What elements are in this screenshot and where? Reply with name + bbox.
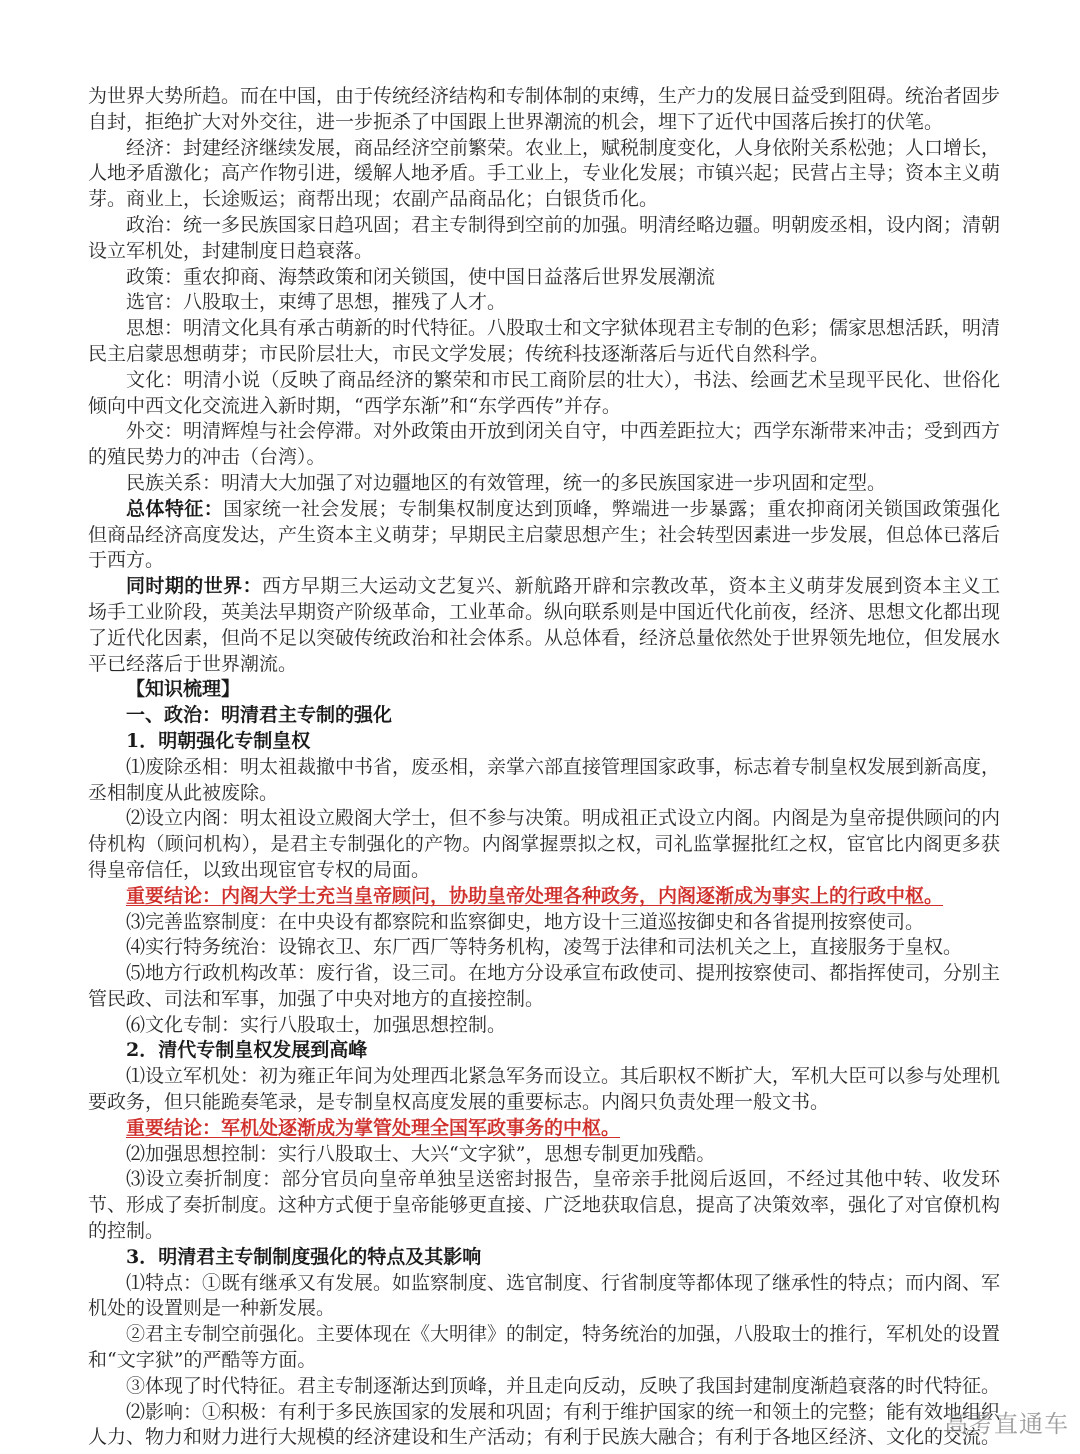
paragraph-text: ②君主专制空前强化。主要体现在《大明律》的制定，特务统治的加强，八股取士的推行，军机处的设置和“文字狱”的严酷等方面。 [88,1323,1001,1372]
paragraph [88,497,1000,574]
paragraph-text: ⑶设立奏折制度：部分官员向皇帝单独呈送密封报告，皇帝亲手批阅后返回，不经过其他中转、收发环节、形成了奏折制度。这种方式便于皇帝能够更直接、广泛地获取信息，提高了决策效率，强化了对官僚机构的控制。 [88,1168,1001,1243]
paragraph-text: 2．清代专制皇权发展到高峰 [126,1039,368,1062]
paragraph-text: 3．明清君主专制制度强化的特点及其影响 [126,1245,482,1268]
paragraph-text: 选官：八股取士，束缚了思想，摧残了人才。 [126,291,507,314]
paragraph [88,1271,1000,1323]
paragraph-text: ⑷实行特务统治：设锦衣卫、东厂西厂等特务机构，凌驾于法律和司法机关之上，直接服务于皇权。 [126,936,963,959]
paragraph [88,1374,1000,1400]
paragraph [88,290,1000,316]
paragraph-text: 外交：明清辉煌与社会停滞。对外政策由开放到闭关自守，中西差距拉大；西学东渐带来冲击；受到西方的殖民势力的冲击（台湾）。 [88,420,1001,469]
section-heading [88,1038,1000,1064]
paragraph [88,136,1000,213]
section-heading [88,1245,1000,1271]
paragraph-text: ⑹文化专制：实行八股取士，加强思想控制。 [126,1013,507,1036]
section-heading [88,729,1000,755]
section-heading [88,703,1000,729]
paragraph-text: 经济：封建经济继续发展，商品经济空前繁荣。农业上，赋税制度变化，人身依附关系松弛；人口增长，人地矛盾激化；高产作物引进，缓解人地矛盾。手工业上，专业化发展；市镇兴起；民营占主导；资本主义萌芽。商业上，长途贩运；商帮出现；农副产品商品化；白银货币化。 [88,136,1001,211]
paragraph [88,471,1000,497]
paragraph [88,1013,1000,1039]
paragraph [88,961,1000,1013]
paragraph [88,574,1000,677]
paragraph-text: 民族关系：明清大大加强了对边疆地区的有效管理，统一的多民族国家进一步巩固和定型。 [126,471,887,494]
watermark: 高考直通车 [944,1410,1069,1438]
paragraph-text: ⑴设立军机处：初为雍正年间为处理西北紧急军务而设立。其后职权不断扩大，军机大臣可以参与处理机要政务，但只能跪奏笔录，是专制皇权高度发展的重要标志。内阁只负责处理一般文书。 [88,1065,1001,1114]
key-conclusion [88,884,1000,910]
paragraph-text: ⑵影响：①积极：有利于多民族国家的发展和巩固；有利于维护国家的统一和领土的完整；能有效地组织人力、物力和财力进行大规模的经济建设和生产活动；有利于民族大融合；有利于各地区经济、文化的交流。 [88,1400,1001,1449]
paragraph-text: ⑵设立内阁：明太祖设立殿阁大学士，但不参与决策。明成祖正式设立内阁。内阁是为皇帝提供顾问的内侍机构（顾问机构），是君主专制强化的产物。内阁掌握票拟之权，司礼监掌握批红之权，宦官比内阁更多获得皇帝信任，以致出现宦官专权的局面。 [88,807,1001,881]
paragraph-text: 重要结论：内阁大学士充当皇帝顾问，协助皇帝处理各种政务，内阁逐渐成为事实上的行政中枢。 [126,884,944,907]
paragraph-text: 一、政治：明清君主专制的强化 [126,704,393,727]
paragraph [88,419,1000,471]
paragraph [88,265,1000,291]
paragraph-text: ⑴特点：①既有继承又有发展。如监察制度、选官制度、行省制度等都体现了继承性的特点；而内阁、军机处的设置则是一种新发展。 [88,1271,1001,1320]
document-body [88,84,1000,1451]
paragraph-text: ⑵加强思想控制：实行八股取士、大兴“文字狱”，思想专制更加残酷。 [126,1142,716,1165]
paragraph [88,316,1000,368]
paragraph [88,1142,1000,1168]
paragraph [88,910,1000,936]
paragraph-text: 政策：重农抑商、海禁政策和闭关锁国，使中国日益落后世界发展潮流 [126,265,716,288]
key-conclusion [88,1116,1000,1142]
paragraph [88,1400,1000,1452]
paragraph-text: 思想：明清文化具有承古萌新的时代特征。八股取士和文字狱体现君主专制的色彩；儒家思想活跃，明清民主启蒙思想萌芽；市民阶层壮大，市民文学发展；传统科技逐渐落后与近代自然科学。 [88,317,1001,365]
paragraph-text: ⑴废除丞相：明太祖裁撤中书省，废丞相，亲掌六部直接管理国家政事，标志着专制皇权发展到新高度，丞相制度从此被废除。 [88,755,1001,804]
paragraph [88,755,1000,807]
paragraph [88,213,1000,265]
section-heading [88,677,1000,703]
paragraph [88,1167,1000,1244]
paragraph-text: 1．明朝强化专制皇权 [126,729,311,752]
paragraph-text: ⑸地方行政机构改革：废行省，设三司。在地方分设承宣布政使司、提刑按察使司、都指挥使司，分别主管民政、司法和军事，加强了中央对地方的直接控制。 [88,962,1001,1010]
paragraph [88,1064,1000,1116]
paragraph-text: 【知识梳理】 [126,678,241,701]
paragraph-text: 西方早期三大运动文艺复兴、新航路开辟和宗教改革，资本主义萌芽发展到资本主义工场手工业阶段，英美法早期资产阶级革命，工业革命。纵向联系则是中国近代化前夜，经济、思想文化都出现了近代化因素，但尚不足以突破传统政治和社会体系。从总体看，经济总量依然处于世界领先地位，但发展水平已经落后于世界潮流。 [88,575,1001,675]
paragraph-text: ⑶完善监察制度：在中央设有都察院和监察御史，地方设十三道巡按御史和各省提刑按察使司。 [126,910,925,933]
paragraph [88,84,1000,136]
paragraph-text: 政治：统一多民族国家日趋巩固；君主专制得到空前的加强。明清经略边疆。明朝废丞相，设内阁；清朝设立军机处，封建制度日趋衰落。 [88,213,1001,262]
paragraph-text: ③体现了时代特征。君主专制逐渐达到顶峰，并且走向反动，反映了我国封建制度渐趋衰落的时代特征。 [126,1374,1001,1397]
paragraph-text: 文化：明清小说（反映了商品经济的繁荣和市民工商阶层的壮大），书法、绘画艺术呈现平民化、世俗化倾向中西文化交流进入新时期，“西学东渐”和“东学西传”并存。 [88,368,1000,417]
paragraph-label: 同时期的世界： [126,575,263,598]
paragraph-text: 为世界大势所趋。而在中国，由于传统经济结构和专制体制的束缚，生产力的发展日益受到阻碍。统治者固步自封，拒绝扩大对外交往，进一步扼杀了中国跟上世界潮流的机会，埋下了近代中国落后挨打的伏笔。 [88,85,1001,133]
paragraph [88,935,1000,961]
paragraph-text: 重要结论：军机处逐渐成为掌管处理全国军政事务的中枢。 [126,1116,621,1139]
paragraph [88,806,1000,883]
paragraph-text: 国家统一社会发展；专制集权制度达到顶峰，弊端进一步暴露；重农抑商闭关锁国政策强化但商品经济高度发达，产生资本主义萌芽；早期民主启蒙思想产生；社会转型因素进一步发展，但总体已落后于西方。 [88,497,1001,572]
paragraph [88,368,1000,420]
paragraph-label: 总体特征： [126,497,224,520]
paragraph [88,1322,1000,1374]
